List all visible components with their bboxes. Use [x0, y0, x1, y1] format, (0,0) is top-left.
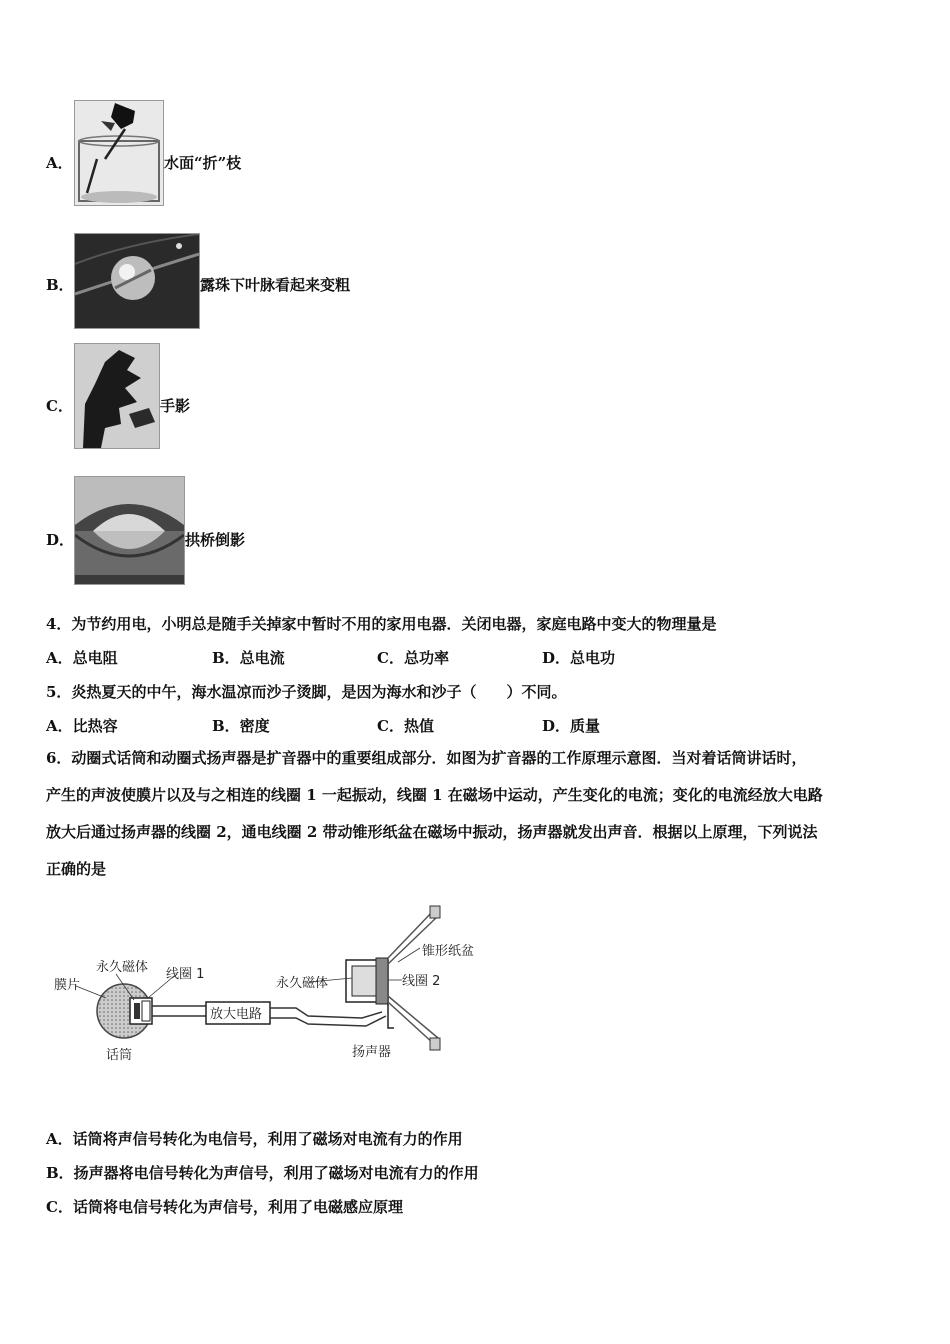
option-caption: 水面“折”枝: [164, 154, 242, 172]
choice-d[interactable]: D．总电功: [542, 649, 616, 667]
choice-c[interactable]: C．热值: [377, 717, 434, 735]
option-letter: D．: [46, 531, 75, 549]
option-caption: 露珠下叶脉看起来变粗: [200, 276, 351, 294]
stem-line: 正确的是: [46, 860, 107, 878]
stem-line: 放大后通过扬声器的线圈 2，通电线圈 2 带动锥形纸盆在磁场中振动，扬声器就发出声音．根据以上原理，下列说法: [46, 823, 818, 841]
hand-shadow-photo: [74, 343, 160, 449]
choice-b[interactable]: B．密度: [212, 717, 270, 735]
option-caption: 拱桥倒影: [185, 531, 246, 549]
label-diaphragm: 膜片: [54, 978, 81, 993]
option-caption: 手影: [160, 397, 191, 415]
option-letter: B．: [46, 276, 74, 294]
stem-line: 6．动圈式话筒和动圈式扬声器是扩音器中的重要组成部分．如图为扩音器的工作原理示意图．当对着话筒讲话时，: [46, 749, 807, 767]
q6-option-b[interactable]: B．扬声器将电信号转化为声信号，利用了磁场对电流有力的作用: [46, 1164, 479, 1182]
choice-a[interactable]: A．比热容: [46, 717, 118, 735]
label-microphone: 话筒: [106, 1048, 133, 1063]
label-coil2: 线圈 2: [402, 974, 441, 989]
flower-in-glass-photo: [74, 100, 164, 206]
question-4-stem: 4．为节约用电，小明总是随手关掉家中暂时不用的家用电器．关闭电器，家庭电路中变大的物理量是: [46, 615, 717, 633]
stem-line: 产生的声波使膜片以及与之相连的线圈 1 一起振动，线圈 1 在磁场中运动，产生变化的电流；变化的电流经放大电路: [46, 786, 823, 804]
dewdrop-on-leaf-photo: [74, 233, 200, 329]
q6-option-a[interactable]: A．话筒将声信号转化为电信号，利用了磁场对电流有力的作用: [46, 1130, 463, 1148]
amplifier-diagram: [46, 898, 506, 1068]
label-coil1: 线圈 1: [166, 967, 205, 982]
label-speaker: 扬声器: [352, 1045, 392, 1060]
choice-c[interactable]: C．总功率: [377, 649, 449, 667]
label-magnet-right: 永久磁体: [276, 976, 329, 991]
question-5-stem: 5．炎热夏天的中午，海水温凉而沙子烫脚，是因为海水和沙子（ ）不同。: [46, 683, 567, 701]
choice-b[interactable]: B．总电流: [212, 649, 285, 667]
option-letter: A．: [46, 154, 73, 172]
question-6-stem: [46, 740, 906, 888]
q6-option-c[interactable]: C．话筒将电信号转化为声信号，利用了电磁感应原理: [46, 1198, 403, 1216]
label-amplifier: 放大电路: [210, 1007, 263, 1022]
label-magnet-left: 永久磁体: [96, 960, 149, 975]
option-letter: C．: [46, 397, 73, 415]
label-cone: 锥形纸盆: [422, 944, 475, 959]
choice-d[interactable]: D．质量: [542, 717, 601, 735]
choice-a[interactable]: A．总电阻: [46, 649, 118, 667]
arch-bridge-reflection-photo: [74, 476, 185, 585]
